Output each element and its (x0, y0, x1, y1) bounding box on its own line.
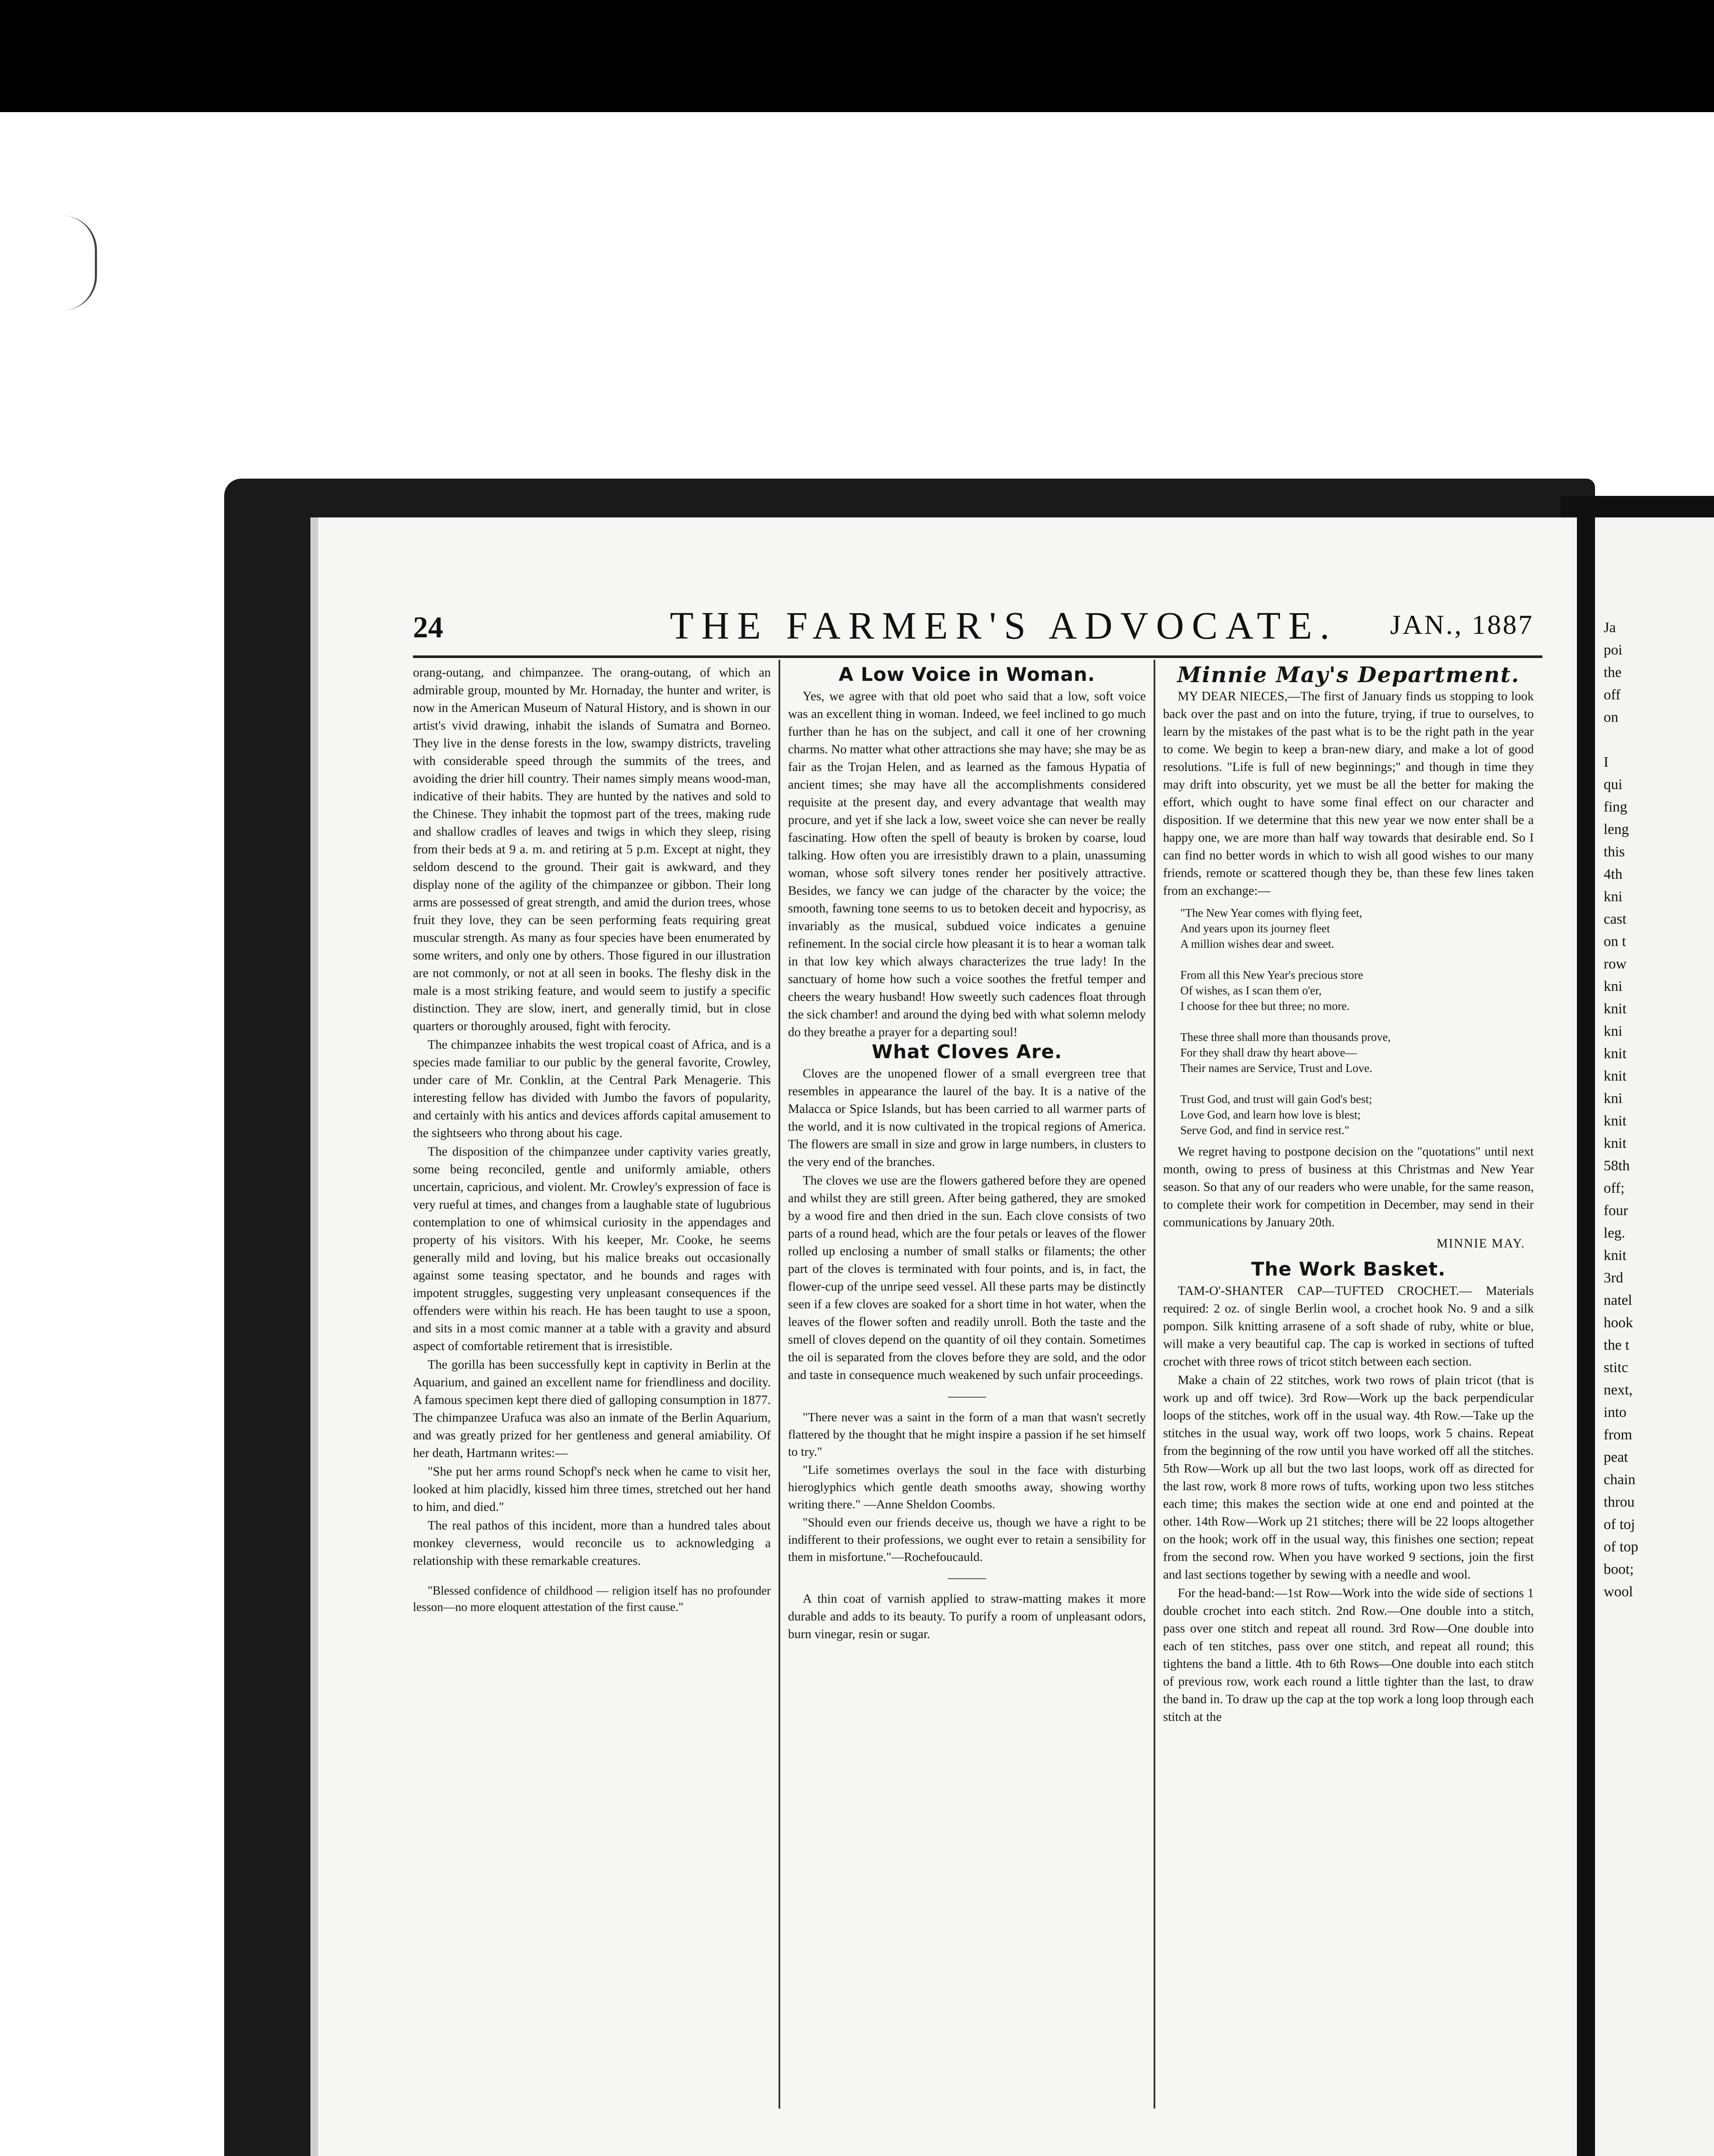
article-paragraph: Cloves are the unopened flower of a small evergreen tree that resembles in appearance the laurel of the bay. It is a native of the Malacca or Spice Islands, but has been carried to all warmer parts of the world, and it is now cultivated in the tropical regions of America. The flowers are small in size and grow in large numbers, in clusters to the very end of the branches. (788, 1067, 1146, 1169)
poem-line: Love God, and learn how love is blest; (1180, 1108, 1361, 1121)
quote: "There never was a saint in the form of a man that wasn't secretly flattered by the thought that he might inspire a passion if he set himself to try." (788, 1410, 1146, 1459)
poem-line: Their names are Service, Trust and Love. (1180, 1062, 1373, 1075)
article-heading: A Low Voice in Woman. (838, 664, 1095, 686)
column-1 (413, 664, 771, 2122)
article-heading: The Work Basket. (1251, 1258, 1446, 1280)
article-paragraph: The real pathos of this incident, more than a hundred tales about monkey cleverness, would reconcile us to acknowledging a relationship with these remarkable creatures. (413, 1519, 771, 1568)
poem-line: Trust God, and trust will gain God's best; (1180, 1093, 1372, 1106)
poem (1180, 905, 1534, 1138)
poem-line: "The New Year comes with flying feet, (1180, 906, 1362, 919)
poem-line: And years upon its journey fleet (1180, 922, 1330, 935)
article-paragraph: The disposition of the chimpanzee under captivity varies greatly, some being reconciled, gentle and uniformly amiable, others uncertain, capricious, and violent. Mr. Crowley's expression of face is very rueful at times, and changes from a laughable state of lugubrious contemplation to one of whimsical curiosity in the appendages and property of his visitors. With his keeper, Mr. Cooke, he seems generally mild and loving, but his malice breaks out occasionally against some teasing spectator, and he bounds and rages with impotent struggles, suggesting very unpleasant consequences if the offenders were within his reach. He has been taught to use a spoon, and sits in a most comic manner at a table with a gravity and absurd aspect of comfortable retirement that is irresistible. (413, 1145, 771, 1353)
column-divider (779, 660, 780, 2109)
column-2 (788, 664, 1146, 2122)
next-page-edge (1595, 517, 1714, 2156)
poem-line: A million wishes dear and sweet. (1180, 937, 1334, 950)
separator: ——— (948, 1571, 986, 1585)
article-paragraph: Make a chain of 22 stitches, work two rows of plain tricot (that is work up and off twice). 3rd Row—Work up the back perpendicular loops of the stitches, work off in the usual way. 4th Row.—Take up the stitches in the usual way, work off two loops, work 5 chains. Repeat from the beginning of the row until you have worked off all the stitches. 5th Row—Work up all but the two last loops, work off as directed for the last row, work 8 more rows of tufts, working upon two less stitches each time; this makes the section wide at one end and pointed at the other. 14th Row—Work up 21 stitches; there will be 22 loops altogether on the hook; work off in the usual way, this finishes one section; repeat from the second row. When you have worked 9 sections, join the first and last sections together by sewing with a needle and wool. (1163, 1373, 1534, 1582)
article-paragraph: TAM-O'-SHANTER CAP—TUFTED CROCHET.— Materials required: 2 oz. of single Berlin wool, a crochet hook No. 9 and a silk pompon. Silk knitting arrasene of a soft shade of ruby, white or blue, will make a very beautiful cap. The cap is worked in sections of tufted crochet with three rows of tricot stitch between each section. (1163, 1284, 1534, 1369)
footnote-quote: "Blessed confidence of childhood — religion itself has no profounder lesson—no more eloquent attestation of the first cause." (413, 1584, 771, 1614)
next-page-text: Ja poi the off on I qui fing leng this 4th kni cast on t row kni knit kni knit knit kni knit knit 58th off; four leg. knit 3rd natel hook the t stitc next, into from peat chain throu of toj of top boot; wool (1604, 620, 1639, 1600)
poem-line: Serve God, and find in service rest." (1180, 1124, 1349, 1137)
column-3 (1163, 664, 1534, 2122)
poem-line (1180, 952, 1534, 967)
newspaper-page (310, 517, 1577, 2156)
poem-line: From all this New Year's precious store (1180, 968, 1364, 981)
article-paragraph: For the head-band:—1st Row—Work into the wide side of sections 1 double crochet into each stitch. 2nd Row.—One double into a stitch, pass over one stitch and repeat all round. 3rd Row—One double into each of ten stitches, pass over one stitch, and repeat all round; this tightens the band a little. 4th to 6th Rows—One double into each stitch of previous row, work each round a little tighter than the last, to draw the band in. To draw up the cap at the top work a long loop through each stitch at the (1163, 1586, 1534, 1724)
poem-line (1180, 1014, 1534, 1029)
poem-line: Of wishes, as I scan them o'er, (1180, 984, 1322, 997)
poem-line: These three shall more than thousands prove, (1180, 1031, 1391, 1044)
article-paragraph: A thin coat of varnish applied to straw-matting makes it more durable and adds to its beauty. To purify a room of unpleasant odors, burn vinegar, resin or sugar. (788, 1592, 1146, 1641)
masthead-title: THE FARMER'S ADVOCATE. (669, 605, 1338, 647)
page-header (413, 604, 1542, 651)
separator: ——— (948, 1389, 986, 1403)
poem-line: For they shall draw thy heart above— (1180, 1046, 1357, 1059)
issue-date: JAN., 1887 (1390, 609, 1534, 640)
article-paragraph: orang-outang, and chimpanzee. The orang-outang, of which an admirable group, mounted by Mr. Hornaday, the hunter and writer, is now in the American Museum of Natural History, and is shown in our artist's vivid drawing, inhabit the islands of Sumatra and Borneo. They live in the dense forests in the low, swampy districts, traveling with considerable speed through the summits of the trees, and avoiding the drier hill country. Their names simply means wood-man, indicative of their habits. They are hunted by the natives and sold to the Chinese. They inhabit the topmost part of the trees, making rude and shallow cradles of leaves and twigs in which they sleep, rising from their beds at 9 a. m. and retiring at 5 p.m. Except at night, they seldom descend to the ground. Their gait is awkward, and they display none of the agility of the chimpanzee or gibbon. Their long arms are possessed of great strength, and amid the durion trees, whose fruit they love, they can be seen performing feats requiring great muscular strength. As many as four species have been enumerated by some writers, and only one by others. Those figured in our illustration are not commonly, or not at all seen in books. The fleshy disk in the male is a most striking feature, and would seem to justify a specific distinction. They are slow, inert, and generally timid, but in close quarters or thoroughly aroused, fight with ferocity. (413, 666, 771, 1033)
quote: "Should even our friends deceive us, though we have a right to be indifferent to their professions, we ought ever to retain a sensibility for them in misfortune."—Rochefoucauld. (788, 1516, 1146, 1564)
article-paragraph: Yes, we agree with that old poet who said that a low, soft voice was an excellent thing in woman. Indeed, we feel inclined to go much further than he has on the subject, and call it one of her crowning charms. No matter what other attractions she may have; she may be as fair as the Trojan Helen, and as learned as the famous Hypatia of ancient times; she may have all the accomplishments considered requisite at the present day, and every advantage that wealth may procure, and yet if she lack a low, sweet voice she can never be really fascinating. How often the spell of beauty is broken by coarse, loud talking. How often you are irresistibly drawn to a plain, unassuming woman, whose soft silvery tones render her positively attractive. Besides, we fancy we can judge of the character by the voice; the smooth, fawning tone seems to us to betoken deceit and hypocrisy, as invariably as the musical, subdued voice indicates a genuine refinement. In the social circle how pleasant it is to hear a woman talk in that low key which always characterizes the true lady! In the sanctuary of home how such a voice soothes the fretful temper and cheers the weary husband! How sweetly such cadences float through the sick chamber! and around the dying bed with what solemn melody do they breathe a prayer for a departing soul! (788, 689, 1146, 1039)
article-paragraph: The chimpanzee inhabits the west tropical coast of Africa, and is a species made familiar to our public by the general favorite, Crowley, under care of Mr. Conklin, at the Central Park Menagerie. This interesting fellow has divided with Jumbo the favors of popularity, and certainly with his antics and devices affords capital amusement to the sightseers who throng about his cage. (413, 1038, 771, 1140)
header-rule (413, 655, 1542, 658)
signoff: MINNIE MAY. (1436, 1237, 1525, 1250)
article-paragraph: The gorilla has been successfully kept in captivity in Berlin at the Aquarium, and gained an excellent name for friendliness and docility. A famous specimen kept there died of galloping consumption in 1877. The chimpanzee Urafuca was also an inmate of the Berlin Aquarium, and was greatly prized for her gentleness and general amiability. Of her death, Hartmann writes:— (413, 1358, 771, 1460)
department-heading: Minnie May's Department. (1177, 664, 1520, 687)
column-divider (1154, 660, 1155, 2109)
page-number: 24 (413, 611, 443, 644)
quote: "Life sometimes overlays the soul in the face with disturbing hieroglyphics which gentle death smooths away, showing worthy writing there." —Anne Sheldon Coombs. (788, 1463, 1146, 1511)
article-paragraph: We regret having to postpone decision on the "quotations" until next month, owing to press of business at this Christmas and New Year season. So that any of our readers who were unable, for the same reason, to complete their work for competition in December, may send in their communications by January 20th. (1163, 1145, 1534, 1229)
article-paragraph: MY DEAR NIECES,—The first of January finds us stopping to look back over the past and on into the future, trying, if true to ourselves, to learn by the mistakes of the past what is to be the right path in the year to come. We begin to keep a bran-new diary, and make a lot of good resolutions. "Life is full of new beginnings;" and though in time they may drift into obscurity, yet we must be all the better for making the effort, which ought to have some final effect on our character and disposition. If we determine that this new year we now enter shall be a happy one, we are more than half way towards that desirable end. So I can find no better words in which to wish all good wishes to our many friends, remote or scattered though they be, than these few lines taken from an exchange:— (1163, 689, 1534, 898)
poem-line (1180, 1076, 1534, 1091)
article-heading: What Cloves Are. (872, 1041, 1062, 1063)
article-quote: "She put her arms round Schopf's neck when he came to visit her, looked at him placidly, kissed him three times, stretched out her hand to him, and died." (413, 1465, 771, 1514)
article-paragraph: The cloves we use are the flowers gathered before they are opened and whilst they are still green. After being gathered, they are smoked by a wood fire and then dried in the sun. Each clove consists of two parts of a round head, which are the four petals or leaves of the flower rolled up enclosing a number of small stalks or filaments; the other part of the cloves is terminated with four points, and is, in fact, the flower-cup of the unripe seed vessel. All these parts may be distinctly seen if a few cloves are soaked for a short time in hot water, when the leaves of the flower soften and readily unroll. Both the taste and the smell of cloves depend on the quantity of oil they contain. Sometimes the oil is separated from the cloves before they are sold, and the odor and taste in consequence much weakened by such unfair proceedings. (788, 1174, 1146, 1382)
poem-line: I choose for thee but three; no more. (1180, 1000, 1350, 1012)
